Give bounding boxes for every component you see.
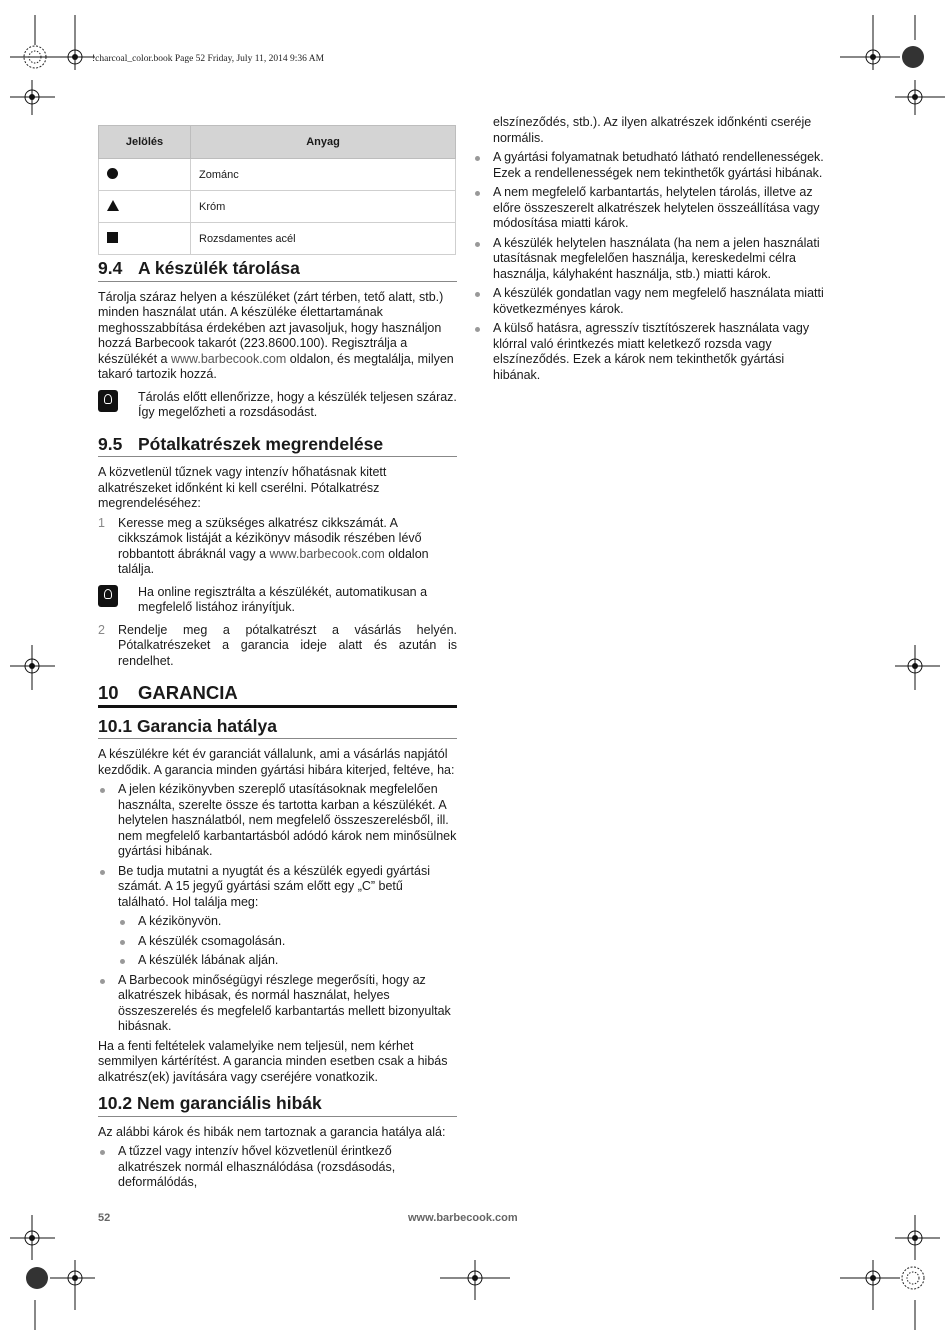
list-item: A jelen kézikönyvben szereplő utasításoknak megfelelően használta, szerelte össze és tartotta karban a készülékét. A helytelen használatból, nem megfelelő összeszerelésből, ill. nem megfelelő karbantartásból adódó károk nem minősülnek gyártási hibának. bbox=[98, 782, 457, 860]
symbol-cell bbox=[99, 223, 191, 255]
list-item: A Barbecook minőségügyi részlege megerősíti, hogy az alkatrészek hibásak, és normál használat, helyes összeszerelés és megfelelő karbantartás mellett bizonyultak hibásnak. bbox=[98, 973, 457, 1035]
warranty-intro: A készülékre két év garanciát vállalunk, ami a vásárlás napjától kezdődik. A garancia minden gyártási hibára kiterjed, feltéve, ha: bbox=[98, 747, 455, 777]
tip-text: Tárolás előtt ellenőrizze, hogy a készülék teljesen száraz. Így megelőzheti a rozsdásodást. bbox=[138, 389, 457, 419]
lightbulb-tip-icon bbox=[98, 390, 118, 412]
symbol-cell bbox=[99, 159, 191, 191]
book-header-line: !charcoal_color.book Page 52 Friday, July 11, 2014 9:36 AM bbox=[92, 54, 325, 64]
list-item: A készülék helytelen használata (ha nem a jelen használati utasításnak megfelelően használja, kereskedelmi célra használja, kályhaként használja, stb.) miatti károk. bbox=[473, 236, 833, 283]
spare-parts-intro: A közvetlenül tűznek vagy intenzív hőhatásnak kitett alkatrészeket időnként ki kell cserélni. Pótalkatrész megrendeléséhez: bbox=[98, 465, 387, 510]
list-item: A nem megfelelő karbantartás, helytelen tárolás, illetve az előre összeszerelt alkatrészek helytelen összeállítása vagy módosítása miatti károk. bbox=[473, 185, 833, 232]
barbecook-link[interactable]: www.barbecook.com bbox=[269, 546, 385, 561]
triangle-symbol-icon bbox=[107, 200, 119, 211]
table-header-marking: Jelölés bbox=[99, 126, 191, 159]
table-header-row bbox=[99, 126, 456, 159]
table-row bbox=[99, 159, 456, 191]
exclusions-list-left bbox=[98, 1144, 457, 1191]
list-item: A készülék lábának alján. bbox=[118, 953, 457, 969]
circle-symbol-icon bbox=[107, 168, 118, 179]
step-1: 1 Keresse meg a szükséges alkatrész cikkszámát. A cikkszámok listáját a kézikönyv második részében lévő robbantott ábráknál vagy a www.barbecook.com oldalon találja. bbox=[98, 515, 429, 576]
section-10-2-heading: 10.2 Nem garanciális hibák bbox=[98, 1096, 457, 1117]
footer-url[interactable]: www.barbecook.com bbox=[408, 1212, 518, 1224]
tip-storage bbox=[98, 390, 457, 421]
tip-text: Ha online regisztrálta a készülékét, automatikusan a megfelelő listához irányítjuk. bbox=[138, 584, 428, 614]
barbecook-link[interactable]: www.barbecook.com bbox=[170, 351, 287, 366]
section-9-4-heading: 9.4 A készülék tárolása bbox=[98, 261, 457, 282]
serial-location-list bbox=[118, 914, 457, 969]
list-item: A kézikönyvön. bbox=[118, 914, 457, 930]
page-number: 52 bbox=[98, 1212, 111, 1224]
right-column bbox=[493, 115, 833, 387]
warranty-outro: Ha a fenti feltételek valamelyike nem teljesül, nem kérhet semmilyen kártérítést. A garancia minden esetben csak a hibás alkatrész(ek) javítására vagy cseréjére vonatkozik. bbox=[98, 1038, 448, 1084]
table-row bbox=[99, 191, 456, 223]
list-item: Be tudja mutatni a nyugtát és a készülék egyedi gyártási számát. A 15 jegyű gyártási szám előtt egy „C” betű található. Hol találja meg: A kézikönyvön. A készülék csomagolásán. A készülék lábának alján. bbox=[98, 864, 457, 969]
list-item: A tűzzel vagy intenzív hővel közvetlenül érintkező alkatrészek normál elhasználódása (rozsdásodás, deformálódás, bbox=[98, 1144, 457, 1191]
list-item: A készülék gondatlan vagy nem megfelelő használata miatti következményes károk. bbox=[473, 286, 833, 317]
material-cell: Rozsdamentes acél bbox=[191, 223, 456, 255]
section-10-1-heading: 10.1 Garancia hatálya bbox=[98, 719, 457, 740]
section-9-5-heading: 9.5 Pótalkatrészek megrendelése bbox=[98, 437, 457, 458]
exclusions-intro: Az alábbi károk és hibák nem tartoznak a garancia hatálya alá: bbox=[98, 1124, 446, 1139]
table-header-material: Anyag bbox=[191, 126, 456, 159]
table-row bbox=[99, 223, 456, 255]
section-10-heading: 10 GARANCIA bbox=[98, 685, 457, 708]
square-symbol-icon bbox=[107, 232, 118, 243]
material-cell: Króm bbox=[191, 191, 456, 223]
exclusions-list-right bbox=[473, 150, 833, 383]
symbol-cell bbox=[99, 191, 191, 223]
tip-online-registration bbox=[98, 585, 457, 616]
material-table bbox=[98, 125, 456, 255]
material-cell: Zománc bbox=[191, 159, 456, 191]
step-2: 2 Rendelje meg a pótalkatrészt a vásárlás helyén. Pótalkatrészeket a garancia ideje alatt és azután is rendelhet. bbox=[98, 622, 457, 668]
list-item: A külső hatásra, agresszív tisztítószerek használata vagy klórral való érintkezés miatt keletkező rozsda vagy elszíneződés. Ezek a károk nem tekinthetők gyártási hibának. bbox=[473, 321, 833, 383]
list-item: A készülék csomagolásán. bbox=[118, 934, 457, 950]
warranty-conditions-list bbox=[98, 782, 457, 1035]
exclusion-continued: elszíneződés, stb.). Az ilyen alkatrészek időnkénti cseréje normális. bbox=[493, 115, 812, 145]
lightbulb-tip-icon bbox=[98, 585, 118, 607]
list-item: A gyártási folyamatnak betudható látható rendellenességek. Ezek a rendellenességek nem tekinthetők gyártási hibának. bbox=[473, 150, 833, 181]
storage-paragraph: Tárolja száraz helyen a készüléket (zárt térben, tető alatt, stb.) minden használat után. A készüléke élettartamának meghosszabbítása érdekében azt javasoljuk, hogy használjon hozzá Barbecook takarót (223.8600.100). Regisztrálja a készülékét a www.barbecook.com oldalon, és megtalálja, milyen takaró tartozik hozzá. bbox=[98, 289, 454, 381]
left-column bbox=[98, 258, 457, 1195]
